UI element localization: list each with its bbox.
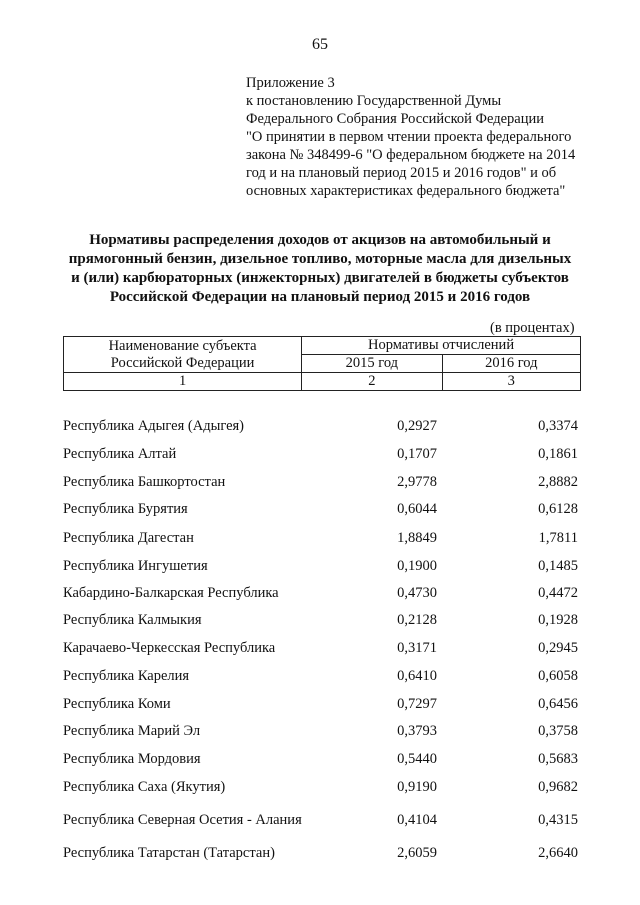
value-2016: 0,3758 xyxy=(538,723,578,739)
table-row xyxy=(63,579,581,606)
value-2016: 0,1485 xyxy=(538,557,578,574)
value-2016: 2,8882 xyxy=(538,473,578,490)
value-2016: 0,6128 xyxy=(538,501,578,517)
header-col-number-1: 1 xyxy=(64,373,302,391)
table-row xyxy=(63,661,581,690)
subject-name: Республика Татарстан (Татарстан) xyxy=(63,845,275,861)
subject-name: Республика Башкортостан xyxy=(63,473,226,490)
value-2016: 0,9682 xyxy=(538,778,578,795)
value-2015: 0,4104 xyxy=(397,812,437,828)
table-row xyxy=(63,634,581,661)
value-2015: 0,2128 xyxy=(397,612,437,628)
table-row xyxy=(63,439,581,468)
value-2016: 0,5683 xyxy=(538,750,578,767)
header-col-number-3: 3 xyxy=(442,373,580,391)
table-row xyxy=(63,468,581,495)
appendix-block xyxy=(246,74,606,200)
table-body xyxy=(63,412,581,867)
subject-name: Республика Дагестан xyxy=(63,529,194,546)
table-row xyxy=(63,606,581,634)
value-2015: 0,3793 xyxy=(397,723,437,739)
value-2015: 0,2927 xyxy=(397,417,437,434)
value-2015: 0,4730 xyxy=(397,584,437,601)
appendix-line: год и на плановый период 2015 и 2016 годов" и об xyxy=(246,165,557,181)
subject-name: Республика Саха (Якутия) xyxy=(63,778,226,795)
appendix-line: к постановлению Государственной Думы xyxy=(246,93,502,109)
page-number: 65 xyxy=(312,36,328,53)
header-year-2016: 2016 год xyxy=(442,355,580,373)
value-2016: 0,2945 xyxy=(538,639,578,656)
table-row xyxy=(63,495,581,523)
appendix-line: основных характеристиках федерального бюджета" xyxy=(246,183,566,199)
table-row xyxy=(63,412,581,439)
value-2016: 0,3374 xyxy=(538,417,578,434)
value-2015: 2,9778 xyxy=(397,473,437,490)
value-2016: 0,6058 xyxy=(538,667,578,684)
title-line: прямогонный бензин, дизельное топливо, моторные масла для дизельных xyxy=(68,251,572,267)
value-2015: 0,1707 xyxy=(397,445,437,462)
table-row xyxy=(63,839,581,867)
value-2015: 0,6044 xyxy=(397,501,437,517)
appendix-line: "О принятии в первом чтении проекта федерального xyxy=(246,129,572,145)
table-row xyxy=(63,801,581,839)
value-2016: 0,4315 xyxy=(538,812,578,828)
subject-name: Карачаево-Черкесская Республика xyxy=(63,639,276,656)
value-2015: 0,1900 xyxy=(397,557,437,574)
value-2016: 0,1861 xyxy=(538,445,578,462)
subject-name: Республика Северная Осетия - Алания xyxy=(63,812,302,828)
value-2015: 0,6410 xyxy=(397,667,437,684)
table-row xyxy=(63,690,581,717)
value-2016: 0,4472 xyxy=(538,584,578,601)
appendix-line: Приложение 3 xyxy=(246,75,335,91)
subject-name: Республика Марий Эл xyxy=(63,723,201,739)
subject-name: Республика Мордовия xyxy=(63,750,201,767)
value-2016: 1,7811 xyxy=(538,529,578,546)
subject-name: Республика Адыгея (Адыгея) xyxy=(63,417,245,434)
table-row xyxy=(63,772,581,801)
document-title xyxy=(40,231,600,307)
table-row xyxy=(63,745,581,772)
table-header xyxy=(63,336,581,391)
value-2015: 2,6059 xyxy=(397,845,437,861)
subject-name: Республика Карелия xyxy=(63,667,190,684)
value-2016: 0,1928 xyxy=(538,612,578,628)
value-2015: 0,3171 xyxy=(397,639,437,656)
header-col-number-2: 2 xyxy=(302,373,442,391)
appendix-line: Федерального Собрания Российской Федерации xyxy=(246,111,545,127)
value-2015: 0,9190 xyxy=(397,778,437,795)
header-year-2015: 2015 год xyxy=(302,355,442,373)
appendix-line: закона № 348499-6 "О федеральном бюджете на 2014 xyxy=(246,147,576,163)
value-2016: 0,6456 xyxy=(538,695,578,712)
value-2015: 1,8849 xyxy=(397,529,437,546)
value-2016: 2,6640 xyxy=(538,845,578,861)
table-row xyxy=(63,717,581,745)
value-2015: 0,5440 xyxy=(397,750,437,767)
subject-name: Республика Коми xyxy=(63,695,171,712)
title-line: Нормативы распределения доходов от акцизов на автомобильный и xyxy=(89,232,551,248)
table-row xyxy=(63,523,581,552)
subject-name: Республика Калмыкия xyxy=(63,612,202,628)
header-subject-name: Наименование субъекта Российской Федерации xyxy=(64,337,302,373)
subject-name: Кабардино-Балкарская Республика xyxy=(63,584,279,601)
header-norms-group: Нормативы отчислений xyxy=(302,337,581,355)
value-2015: 0,7297 xyxy=(397,695,437,712)
title-line: и (или) карбюраторных (инжекторных) двигателей в бюджеты субъектов xyxy=(71,270,569,286)
subject-name: Республика Ингушетия xyxy=(63,557,208,574)
subject-name: Республика Алтай xyxy=(63,445,177,462)
title-line: Российской Федерации на плановый период 2015 и 2016 годов xyxy=(109,289,531,305)
table-row xyxy=(63,552,581,579)
subject-name: Республика Бурятия xyxy=(63,501,188,517)
units-note: (в процентах) xyxy=(490,320,575,336)
